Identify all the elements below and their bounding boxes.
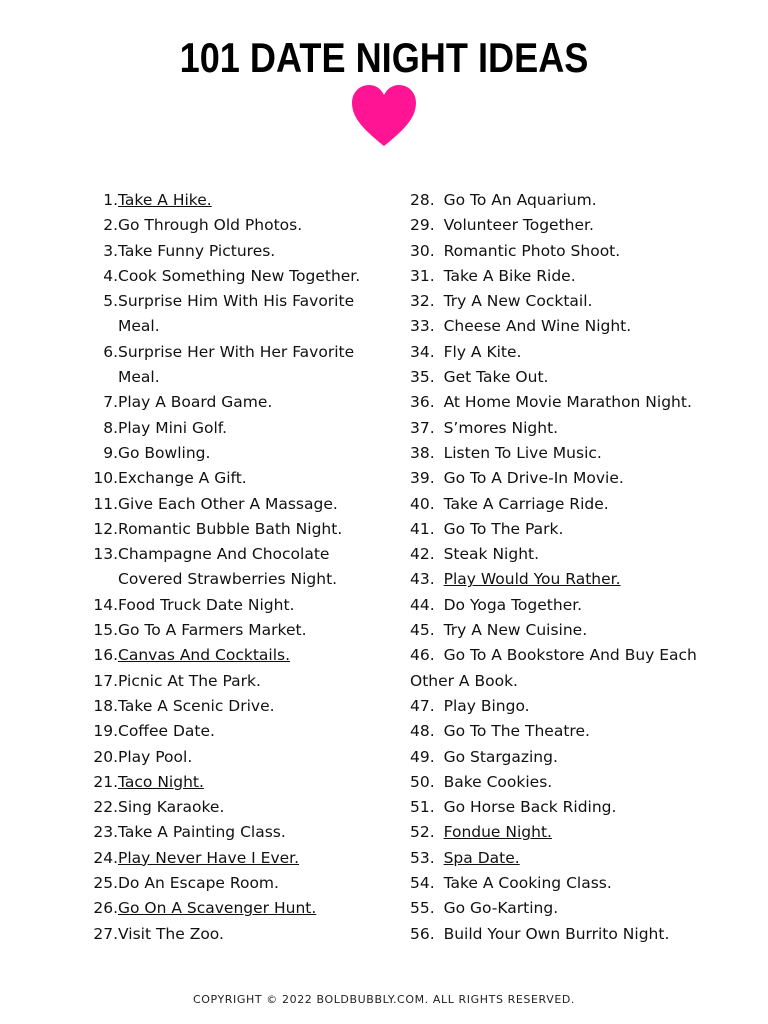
copyright-footer: COPYRIGHT © 2022 BOLDBUBBLY.COM. ALL RIGHTS RESERVED.	[192, 993, 576, 1006]
list-item	[410, 542, 710, 567]
item-number: 6.	[103, 342, 118, 361]
list-item	[88, 213, 378, 238]
item-number: 34.	[410, 342, 435, 361]
idea-text: Take Funny Pictures.	[118, 241, 276, 260]
item-number: 52.	[410, 823, 435, 842]
idea-text: Go Go-Karting.	[443, 899, 559, 918]
item-number: 19.	[93, 722, 118, 741]
item-number: 44.	[410, 595, 435, 614]
idea-text: Visit The Zoo.	[118, 924, 224, 943]
list-item	[410, 264, 710, 289]
item-number: 41.	[410, 519, 435, 538]
list-item	[88, 669, 378, 694]
item-number: 13.	[93, 545, 118, 564]
heart-icon	[350, 84, 418, 148]
item-number: 31.	[410, 266, 435, 285]
list-item	[410, 390, 710, 415]
idea-link[interactable]: Play Never Have I Ever.	[118, 848, 300, 867]
idea-text: Exchange A Gift.	[118, 469, 247, 488]
idea-text: Bake Cookies.	[443, 772, 553, 791]
item-number: 28.	[410, 191, 435, 209]
list-item	[410, 213, 710, 238]
item-number: 24.	[93, 848, 118, 867]
idea-text: Volunteer Together.	[443, 216, 594, 235]
idea-text: Romantic Photo Shoot.	[443, 241, 621, 260]
idea-text: Play A Board Game.	[118, 393, 273, 412]
list-item	[410, 719, 710, 744]
list-item	[410, 492, 710, 517]
item-number: 39.	[410, 469, 435, 488]
item-number: 49.	[410, 747, 435, 766]
idea-text: Play Pool.	[118, 747, 193, 766]
list-item[interactable]	[88, 896, 378, 921]
list-item	[88, 264, 378, 289]
idea-text: Play Bingo.	[443, 696, 530, 715]
idea-text: Go To A Bookstore And Buy Each Other A Book.	[410, 646, 697, 690]
item-number: 48.	[410, 722, 435, 741]
item-number: 40.	[410, 494, 435, 513]
list-item	[410, 340, 710, 365]
item-number: 26.	[93, 899, 118, 918]
idea-text: Go Horse Back Riding.	[443, 798, 617, 817]
list-item	[410, 416, 710, 441]
item-number: 11.	[93, 494, 118, 513]
list-item	[410, 188, 710, 213]
list-item	[410, 466, 710, 491]
idea-text: Go To A Farmers Market.	[118, 621, 307, 640]
idea-text: Picnic At The Park.	[118, 671, 261, 690]
idea-text: Cheese And Wine Night.	[443, 317, 632, 336]
list-item	[410, 694, 710, 719]
list-item[interactable]	[88, 770, 378, 795]
list-item	[410, 922, 710, 947]
idea-text: Do Yoga Together.	[443, 595, 583, 614]
list-item	[88, 922, 378, 947]
item-number: 36.	[410, 393, 435, 412]
idea-text: Try A New Cocktail.	[443, 292, 593, 311]
item-number: 14.	[93, 595, 118, 614]
list-item[interactable]	[88, 643, 378, 668]
idea-text: Try A New Cuisine.	[443, 621, 588, 640]
item-number: 55.	[410, 899, 435, 918]
list-item	[410, 441, 710, 466]
item-number: 18.	[93, 696, 118, 715]
list-item	[88, 745, 378, 770]
list-item	[88, 820, 378, 845]
list-item	[88, 542, 378, 593]
list-item	[410, 896, 710, 921]
item-number: 2.	[103, 216, 118, 235]
list-item[interactable]	[410, 820, 710, 845]
item-number: 21.	[93, 772, 118, 791]
list-item	[88, 618, 378, 643]
idea-text: Go To A Drive-In Movie.	[443, 469, 624, 488]
item-number: 38.	[410, 443, 435, 462]
list-item	[410, 770, 710, 795]
idea-text: Romantic Bubble Bath Night.	[118, 519, 343, 538]
item-number: 7.	[103, 393, 118, 412]
item-number: 1.	[103, 191, 118, 209]
item-number: 29.	[410, 216, 435, 235]
idea-text: Fly A Kite.	[443, 342, 522, 361]
list-item	[410, 795, 710, 820]
item-number: 20.	[93, 747, 118, 766]
item-number: 53.	[410, 848, 435, 867]
list-item	[410, 365, 710, 390]
list-item	[88, 390, 378, 415]
idea-text: Food Truck Date Night.	[118, 595, 295, 614]
list-item	[88, 719, 378, 744]
list-item	[410, 593, 710, 618]
idea-link[interactable]: Taco Night.	[118, 772, 204, 791]
list-item	[88, 694, 378, 719]
idea-text: Steak Night.	[443, 545, 540, 564]
idea-text: Coffee Date.	[118, 722, 215, 741]
idea-text: Champagne And Chocolate Covered Strawberries Night.	[118, 545, 338, 589]
item-number: 23.	[93, 823, 118, 842]
item-number: 5.	[103, 292, 118, 311]
idea-text: Surprise Him With His Favorite Meal.	[118, 292, 355, 336]
item-number: 27.	[93, 924, 118, 943]
list-item	[88, 289, 378, 340]
idea-text: Go Bowling.	[118, 443, 211, 462]
idea-text: Take A Scenic Drive.	[118, 696, 275, 715]
idea-text: Take A Painting Class.	[118, 823, 286, 842]
list-item	[88, 795, 378, 820]
list-item	[410, 643, 710, 694]
item-number: 16.	[93, 646, 118, 665]
list-item	[88, 416, 378, 441]
list-item	[88, 340, 378, 391]
list-item[interactable]	[410, 846, 710, 871]
idea-text: Play Mini Golf.	[118, 418, 228, 437]
item-number: 45.	[410, 621, 435, 640]
item-number: 51.	[410, 798, 435, 817]
item-number: 3.	[103, 241, 118, 260]
item-number: 8.	[103, 418, 118, 437]
item-number: 37.	[410, 418, 435, 437]
idea-text: Cook Something New Together.	[118, 266, 361, 285]
item-number: 30.	[410, 241, 435, 260]
list-item[interactable]	[88, 188, 378, 213]
item-number: 25.	[93, 874, 118, 893]
idea-link[interactable]: Spa Date.	[443, 848, 520, 867]
item-number: 22.	[93, 798, 118, 817]
list-item	[410, 517, 710, 542]
idea-text: Go Through Old Photos.	[118, 216, 303, 235]
page-title: 101 DATE NIGHT IDEAS	[179, 34, 589, 81]
item-number: 12.	[93, 519, 118, 538]
idea-text: Go To The Park.	[443, 519, 564, 538]
idea-text: Do An Escape Room.	[118, 874, 279, 893]
item-number: 42.	[410, 545, 435, 564]
idea-text: Surprise Her With Her Favorite Meal.	[118, 342, 355, 387]
idea-link[interactable]: Play Would You Rather.	[443, 570, 621, 589]
list-item	[410, 745, 710, 770]
item-number: 32.	[410, 292, 435, 311]
list-item	[88, 492, 378, 517]
idea-text: Get Take Out.	[443, 368, 549, 387]
idea-text: Listen To Live Music.	[443, 443, 602, 462]
list-item[interactable]	[410, 567, 710, 592]
item-number: 4.	[103, 266, 118, 285]
idea-text: Take A Bike Ride.	[443, 266, 576, 285]
idea-text: At Home Movie Marathon Night.	[443, 393, 692, 412]
item-number: 9.	[103, 443, 118, 462]
list-item[interactable]	[88, 846, 378, 871]
list-item	[88, 441, 378, 466]
item-number: 35.	[410, 368, 435, 387]
idea-text: Go To The Theatre.	[443, 722, 590, 741]
idea-text: Go To An Aquarium.	[443, 191, 597, 209]
item-number: 10.	[93, 469, 118, 488]
list-item	[410, 239, 710, 264]
list-item	[410, 871, 710, 896]
item-number: 15.	[93, 621, 118, 640]
idea-text: S’mores Night.	[443, 418, 559, 437]
idea-link[interactable]: Take A Hike.	[118, 191, 212, 209]
list-item	[410, 289, 710, 314]
list-item	[88, 239, 378, 264]
idea-text: Go Stargazing.	[443, 747, 558, 766]
idea-link[interactable]: Canvas And Cocktails.	[118, 646, 291, 665]
list-item	[88, 871, 378, 896]
idea-link[interactable]: Fondue Night.	[443, 823, 552, 842]
item-number: 56.	[410, 924, 435, 943]
item-number: 43.	[410, 570, 435, 589]
idea-link[interactable]: Go On A Scavenger Hunt.	[118, 899, 317, 918]
idea-text: Give Each Other A Massage.	[118, 494, 338, 513]
list-item	[88, 517, 378, 542]
idea-text: Build Your Own Burrito Night.	[443, 924, 670, 943]
list-item	[410, 618, 710, 643]
item-number: 33.	[410, 317, 435, 336]
idea-text: Take A Carriage Ride.	[443, 494, 609, 513]
list-item	[88, 593, 378, 618]
list-item	[88, 466, 378, 491]
item-number: 46.	[410, 646, 435, 665]
item-number: 47.	[410, 696, 435, 715]
item-number: 54.	[410, 874, 435, 893]
item-number: 17.	[93, 671, 118, 690]
idea-text: Take A Cooking Class.	[443, 874, 612, 893]
idea-text: Sing Karaoke.	[118, 798, 225, 817]
ideas-list-right	[410, 188, 710, 947]
item-number: 50.	[410, 772, 435, 791]
list-item	[410, 314, 710, 339]
ideas-list-left	[88, 188, 378, 947]
